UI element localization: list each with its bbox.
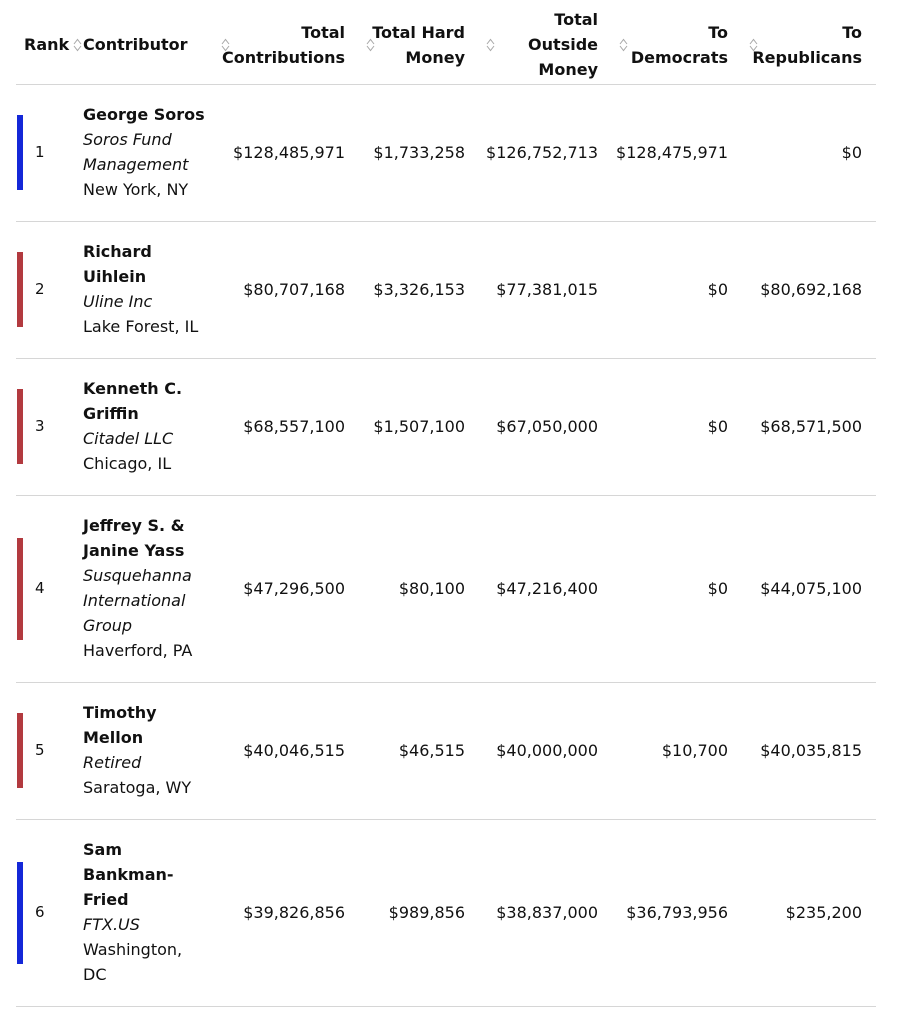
contributor-cell [83, 102, 208, 202]
contributor-location: Washington, DC [83, 940, 183, 984]
total-hard-money-cell: $3,326,153 [373, 280, 465, 299]
contributor-organization: Soros Fund Management [83, 130, 189, 174]
rank-cell: 5 [35, 741, 45, 759]
rank-cell: 2 [35, 280, 45, 298]
sort-icon[interactable] [619, 38, 628, 52]
rank-cell: 6 [35, 903, 45, 921]
contributor-name: George Soros [83, 105, 205, 124]
contributor-location: Chicago, IL [83, 454, 172, 473]
sort-icon-total-outside-money[interactable] [486, 38, 495, 52]
total-hard-money-cell: $80,100 [398, 579, 465, 598]
table-row [16, 222, 876, 359]
total-outside-money-cell: $126,752,713 [486, 143, 598, 162]
contributor-organization: FTX.US [83, 915, 140, 934]
party-indicator [17, 538, 23, 640]
rank-cell: 4 [35, 579, 45, 597]
table-row [16, 820, 876, 1007]
column-header-rank-label: Rank [24, 35, 70, 54]
column-header-to-republicans[interactable] [752, 20, 862, 70]
contributor-location: Haverford, PA [83, 641, 193, 660]
sort-icon[interactable] [73, 38, 82, 52]
contributors-table [16, 0, 876, 1007]
contributor-name: Timothy Mellon [83, 703, 157, 747]
column-header-to-democrats-label: To Democrats [630, 23, 728, 67]
contributor-organization: Retired [83, 753, 142, 772]
total-outside-money-cell: $67,050,000 [496, 417, 598, 436]
table-row [16, 496, 876, 683]
contributor-cell [83, 239, 208, 339]
contributor-name: Richard Uihlein [83, 242, 152, 286]
total-contributions-cell: $68,557,100 [243, 417, 345, 436]
column-header-total-hard-money[interactable] [372, 20, 465, 70]
column-header-total-outside-money[interactable] [528, 7, 598, 82]
to-democrats-cell: $0 [707, 417, 728, 436]
party-indicator [17, 862, 23, 964]
column-header-contributor-label: Contributor [83, 35, 188, 54]
total-contributions-cell: $40,046,515 [243, 741, 345, 760]
table-header [16, 0, 876, 85]
contributor-name: Kenneth C. Griffin [83, 379, 183, 423]
to-republicans-cell: $0 [841, 143, 862, 162]
to-democrats-cell: $128,475,971 [616, 143, 728, 162]
table-row [16, 683, 876, 820]
column-header-rank[interactable] [24, 32, 82, 57]
to-republicans-cell: $44,075,100 [760, 579, 862, 598]
sort-icon[interactable] [486, 38, 495, 52]
to-republicans-cell: $68,571,500 [760, 417, 862, 436]
contributor-location: Saratoga, WY [83, 778, 192, 797]
column-header-to-democrats[interactable] [631, 20, 728, 70]
total-outside-money-cell: $40,000,000 [496, 741, 598, 760]
to-democrats-cell: $10,700 [661, 741, 728, 760]
to-democrats-cell: $0 [707, 280, 728, 299]
contributor-cell [83, 837, 208, 987]
column-header-contributor[interactable] [83, 32, 188, 57]
total-hard-money-cell: $989,856 [388, 903, 465, 922]
total-hard-money-cell: $1,507,100 [373, 417, 465, 436]
sort-icon-to-democrats[interactable] [619, 38, 628, 52]
party-indicator [17, 115, 23, 190]
party-indicator [17, 713, 23, 788]
total-hard-money-cell: $1,733,258 [373, 143, 465, 162]
total-outside-money-cell: $38,837,000 [496, 903, 598, 922]
total-hard-money-cell: $46,515 [398, 741, 465, 760]
column-header-total-contributions-label: Total Contributions [221, 23, 345, 67]
total-contributions-cell: $128,485,971 [233, 143, 345, 162]
contributor-organization: Susquehanna International Group [83, 566, 192, 635]
contributor-cell [83, 700, 208, 800]
contributor-location: Lake Forest, IL [83, 317, 199, 336]
party-indicator [17, 389, 23, 464]
contributor-location: New York, NY [83, 180, 189, 199]
contributor-cell [83, 376, 208, 476]
to-republicans-cell: $80,692,168 [760, 280, 862, 299]
total-outside-money-cell: $47,216,400 [496, 579, 598, 598]
to-democrats-cell: $36,793,956 [626, 903, 728, 922]
column-header-total-outside-money-label: Total Outside Money [528, 10, 598, 79]
contributor-organization: Uline Inc [83, 292, 153, 311]
to-republicans-cell: $40,035,815 [760, 741, 862, 760]
table-row [16, 85, 876, 222]
to-democrats-cell: $0 [707, 579, 728, 598]
contributor-name: Sam Bankman-Fried [83, 840, 174, 909]
party-indicator [17, 252, 23, 327]
rank-cell: 3 [35, 417, 45, 435]
rank-cell: 1 [35, 143, 45, 161]
contributor-organization: Citadel LLC [83, 429, 174, 448]
table-row [16, 359, 876, 496]
column-header-to-republicans-label: To Republicans [752, 23, 862, 67]
contributor-cell [83, 513, 208, 663]
total-contributions-cell: $39,826,856 [243, 903, 345, 922]
column-header-total-contributions[interactable] [222, 20, 345, 70]
to-republicans-cell: $235,200 [785, 903, 862, 922]
column-header-total-hard-money-label: Total Hard Money [372, 23, 465, 67]
total-outside-money-cell: $77,381,015 [496, 280, 598, 299]
contributor-name: Jeffrey S. & Janine Yass [83, 516, 185, 560]
total-contributions-cell: $80,707,168 [243, 280, 345, 299]
total-contributions-cell: $47,296,500 [243, 579, 345, 598]
